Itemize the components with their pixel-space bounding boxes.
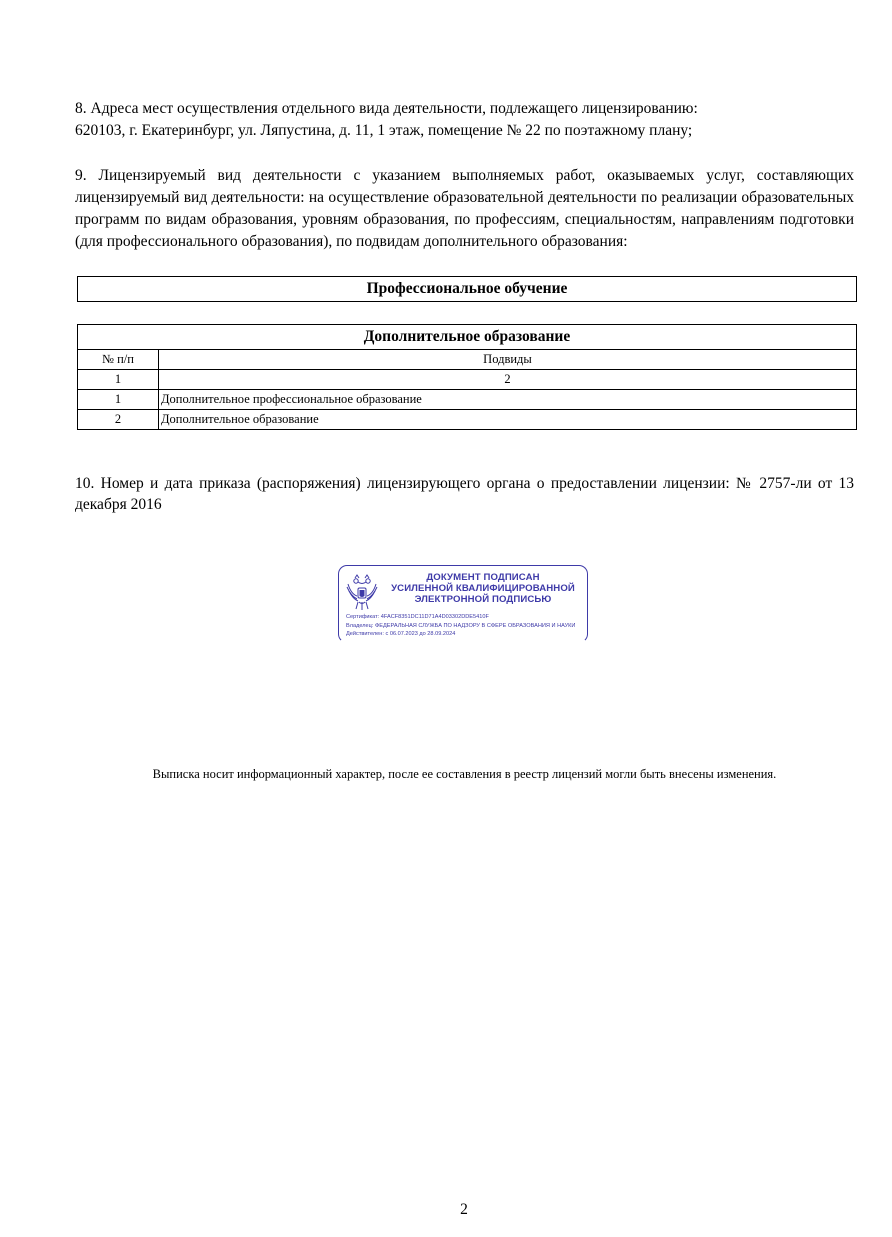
stamp-validity: Действителен: с 06.07.2023 до 28.09.2024 bbox=[346, 631, 456, 637]
stamp-owner: Владелец: ФЕДЕРАЛЬНАЯ СЛУЖБА ПО НАДЗОРУ В СФЕРЕ ОБРАЗОВАНИЯ И НАУКИ bbox=[346, 622, 576, 629]
page-number: 2 bbox=[460, 1201, 468, 1218]
additional-education-table bbox=[77, 324, 857, 430]
informational-notice: Выписка носит информационный характер, после ее составления в реестр лицензий могли быть внесены изменения. bbox=[152, 767, 777, 781]
row-subtype: Дополнительное профессиональное образование bbox=[159, 390, 857, 410]
table-header-row bbox=[78, 350, 857, 370]
row-subtype: Дополнительное образование bbox=[159, 410, 857, 430]
table-row bbox=[78, 410, 857, 430]
column-number-2: 2 bbox=[159, 370, 857, 390]
column-numbering-row bbox=[78, 370, 857, 390]
section-8-address: 620103, г. Екатеринбург, ул. Ляпустина, д. 11, 1 этаж, помещение № 22 по поэтажному плану; bbox=[75, 122, 693, 139]
additional-education-title: Дополнительное образование bbox=[78, 325, 857, 350]
stamp-certificate: Сертификат: 4FACF8351DC11D71A4D03302DDE5410F bbox=[346, 614, 489, 620]
stamp-title-line-2: УСИЛЕННОЙ КВАЛИФИЦИРОВАННОЙ bbox=[391, 583, 575, 594]
section-8-addresses bbox=[75, 98, 854, 142]
section-10-order: 10. Номер и дата приказа (распоряжения) лицензирующего органа о предоставлении лицензии: № 2757-ли от 13 декабря 2016 bbox=[75, 475, 854, 513]
section-8-heading: 8. Адреса мест осуществления отдельного вида деятельности, подлежащего лицензированию: bbox=[75, 100, 698, 117]
stamp-title bbox=[381, 572, 585, 605]
column-number-1: 1 bbox=[78, 370, 159, 390]
electronic-signature-stamp bbox=[338, 565, 588, 643]
column-header-number: № п/п bbox=[78, 350, 159, 370]
stamp-title-line-3: ЭЛЕКТРОННОЙ ПОДПИСЬЮ bbox=[414, 594, 552, 605]
professional-training-title: Профессиональное обучение bbox=[78, 277, 857, 302]
stamp-details bbox=[346, 613, 586, 639]
double-headed-eagle-emblem-icon bbox=[345, 572, 379, 612]
table-row bbox=[78, 390, 857, 410]
row-number: 1 bbox=[78, 390, 159, 410]
column-header-subtypes: Подвиды bbox=[159, 350, 857, 370]
stamp-title-line-1: ДОКУМЕНТ ПОДПИСАН bbox=[426, 572, 540, 583]
section-9-activity: 9. Лицензируемый вид деятельности с указанием выполняемых работ, оказываемых услуг, составляющих лицензируемый вид деятельности: на осуществление образовательной деятельности по реализации образовательных программ по видам образования, уровням образования, по профессиям, специальностям, направлениям подготовки (для профессионального образования), по подвидам дополнительного образования: bbox=[75, 167, 854, 250]
professional-training-table bbox=[77, 276, 857, 302]
row-number: 2 bbox=[78, 410, 159, 430]
